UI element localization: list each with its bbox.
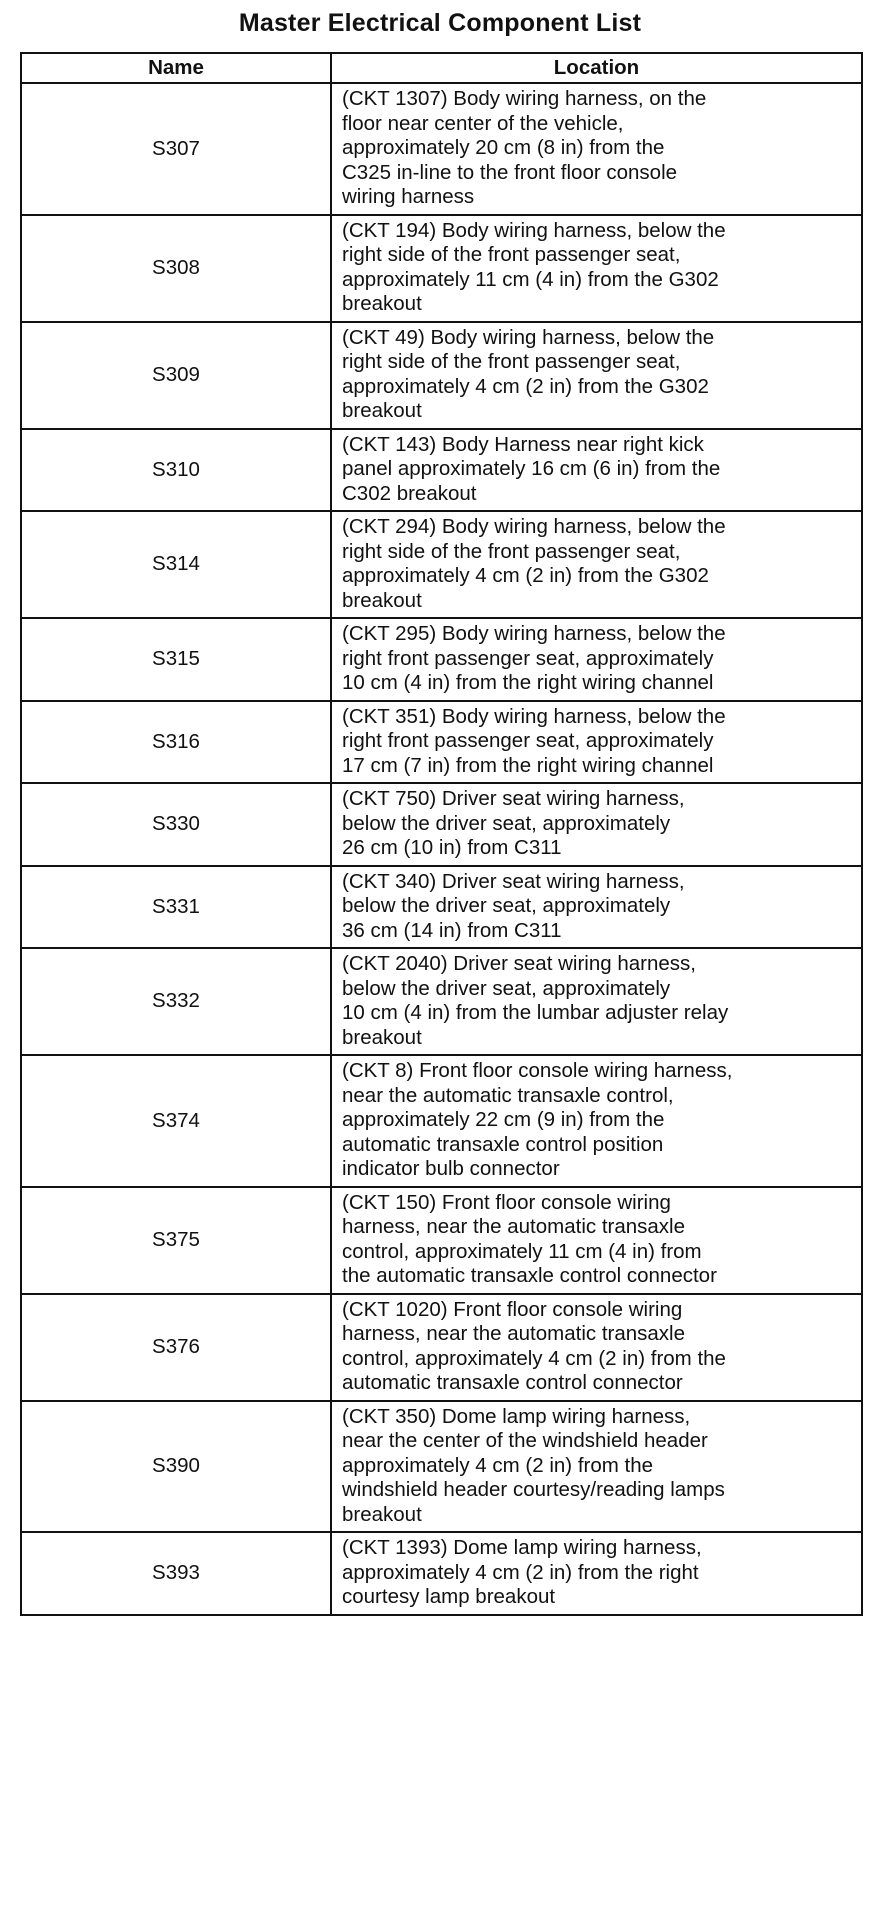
component-name-cell: S330	[21, 783, 331, 866]
location-line: (CKT 8) Front floor console wiring harness,	[342, 1059, 733, 1082]
table-row	[21, 866, 862, 949]
component-name-cell: S390	[21, 1401, 331, 1533]
table-row	[21, 1187, 862, 1294]
location-line: windshield header courtesy/reading lamps	[342, 1478, 725, 1501]
location-line: approximately 4 cm (2 in) from the G302	[342, 564, 709, 587]
location-line: near the automatic transaxle control,	[342, 1083, 674, 1107]
component-location-cell	[331, 1401, 862, 1533]
location-line: right side of the front passenger seat,	[342, 350, 681, 373]
component-location-cell	[331, 1187, 862, 1294]
component-location-cell	[331, 701, 862, 784]
component-name-cell: S307	[21, 83, 331, 215]
table-row	[21, 948, 862, 1055]
location-line: wiring harness	[342, 185, 475, 208]
location-line: indicator bulb connector	[342, 1157, 560, 1180]
location-line: (CKT 295) Body wiring harness, below the	[342, 622, 726, 645]
component-name-cell: S314	[21, 511, 331, 618]
location-line: breakout	[342, 588, 422, 612]
table-row	[21, 1532, 862, 1615]
component-name-cell: S393	[21, 1532, 331, 1615]
component-name-cell: S315	[21, 618, 331, 701]
location-line: right front passenger seat, approximately	[342, 729, 714, 752]
location-line: (CKT 1393) Dome lamp wiring harness,	[342, 1536, 702, 1559]
component-location-cell	[331, 948, 862, 1055]
table-row	[21, 1401, 862, 1533]
component-name-cell: S375	[21, 1187, 331, 1294]
location-line: right front passenger seat, approximately	[342, 646, 714, 670]
location-line: automatic transaxle control position	[342, 1132, 664, 1156]
location-line: breakout	[342, 399, 422, 422]
component-location-cell	[331, 783, 862, 866]
component-location-cell	[331, 1532, 862, 1615]
table-row	[21, 1055, 862, 1187]
page-title: Master Electrical Component List	[238, 9, 642, 37]
component-location-cell	[331, 215, 862, 322]
component-location-cell	[331, 618, 862, 701]
location-line: courtesy lamp breakout	[342, 1585, 556, 1608]
location-line: 10 cm (4 in) from the lumbar adjuster relay	[342, 1001, 729, 1024]
location-line: approximately 11 cm (4 in) from the G302	[342, 267, 719, 291]
component-name-cell: S310	[21, 429, 331, 512]
location-line: breakout	[342, 1502, 422, 1526]
location-line: automatic transaxle control connector	[342, 1371, 683, 1394]
location-line: (CKT 194) Body wiring harness, below the	[342, 218, 726, 242]
location-line: 36 cm (14 in) from C311	[342, 918, 562, 942]
column-header-name: Name	[21, 53, 331, 83]
component-name-cell: S331	[21, 866, 331, 949]
location-line: floor near center of the vehicle,	[342, 111, 624, 135]
component-location-cell	[331, 322, 862, 429]
location-line: approximately 22 cm (9 in) from the	[342, 1108, 665, 1131]
location-line: (CKT 1307) Body wiring harness, on the	[342, 87, 707, 110]
table-row	[21, 701, 862, 784]
location-line: below the driver seat, approximately	[342, 976, 671, 1000]
location-line: panel approximately 16 cm (6 in) from the	[342, 457, 721, 480]
table-row	[21, 429, 862, 512]
location-line: (CKT 150) Front floor console wiring	[342, 1190, 671, 1214]
component-table	[20, 52, 863, 1616]
location-line: approximately 4 cm (2 in) from the right	[342, 1560, 699, 1584]
component-location-cell	[331, 1055, 862, 1187]
location-line: C302 breakout	[342, 481, 477, 505]
location-line: approximately 4 cm (2 in) from the G302	[342, 374, 709, 398]
table-row	[21, 1294, 862, 1401]
location-line: (CKT 294) Body wiring harness, below the	[342, 515, 726, 538]
component-location-cell	[331, 511, 862, 618]
table-row	[21, 618, 862, 701]
component-name-cell: S374	[21, 1055, 331, 1187]
table-row	[21, 322, 862, 429]
component-name-cell: S308	[21, 215, 331, 322]
location-line: the automatic transaxle control connector	[342, 1264, 717, 1287]
location-line: (CKT 351) Body wiring harness, below the	[342, 704, 726, 728]
component-location-cell	[331, 866, 862, 949]
component-name-cell: S309	[21, 322, 331, 429]
location-line: harness, near the automatic transaxle	[342, 1322, 685, 1345]
table-row	[21, 215, 862, 322]
location-line: approximately 4 cm (2 in) from the	[342, 1453, 654, 1477]
table-row	[21, 83, 862, 215]
location-line: breakout	[342, 1025, 422, 1049]
location-line: (CKT 143) Body Harness near right kick	[342, 432, 704, 456]
location-line: (CKT 2040) Driver seat wiring harness,	[342, 952, 696, 975]
component-name-cell: S376	[21, 1294, 331, 1401]
location-line: (CKT 750) Driver seat wiring harness,	[342, 787, 685, 810]
location-line: (CKT 49) Body wiring harness, below the	[342, 325, 715, 349]
component-location-cell	[331, 1294, 862, 1401]
location-line: right side of the front passenger seat,	[342, 243, 681, 266]
table-row	[21, 511, 862, 618]
location-line: 26 cm (10 in) from C311	[342, 836, 562, 859]
table-body	[21, 83, 862, 1615]
location-line: (CKT 340) Driver seat wiring harness,	[342, 869, 685, 893]
location-line: (CKT 350) Dome lamp wiring harness,	[342, 1404, 691, 1428]
location-line: 10 cm (4 in) from the right wiring channel	[342, 671, 714, 694]
column-header-location: Location	[331, 53, 862, 83]
location-line: (CKT 1020) Front floor console wiring	[342, 1297, 683, 1321]
component-location-cell	[331, 429, 862, 512]
location-line: control, approximately 11 cm (4 in) from	[342, 1239, 702, 1263]
location-line: C325 in-line to the front floor console	[342, 160, 678, 184]
location-line: approximately 20 cm (8 in) from the	[342, 136, 665, 159]
component-name-cell: S316	[21, 701, 331, 784]
location-line: harness, near the automatic transaxle	[342, 1215, 685, 1238]
location-line: breakout	[342, 292, 422, 315]
table-row	[21, 783, 862, 866]
location-line: 17 cm (7 in) from the right wiring channel	[342, 753, 714, 777]
location-line: below the driver seat, approximately	[342, 811, 671, 835]
location-line: control, approximately 4 cm (2 in) from the	[342, 1346, 726, 1370]
location-line: right side of the front passenger seat,	[342, 539, 681, 563]
location-line: near the center of the windshield header	[342, 1429, 708, 1452]
table-header-row	[21, 53, 862, 83]
location-line: below the driver seat, approximately	[342, 894, 671, 917]
component-name-cell: S332	[21, 948, 331, 1055]
component-location-cell	[331, 83, 862, 215]
